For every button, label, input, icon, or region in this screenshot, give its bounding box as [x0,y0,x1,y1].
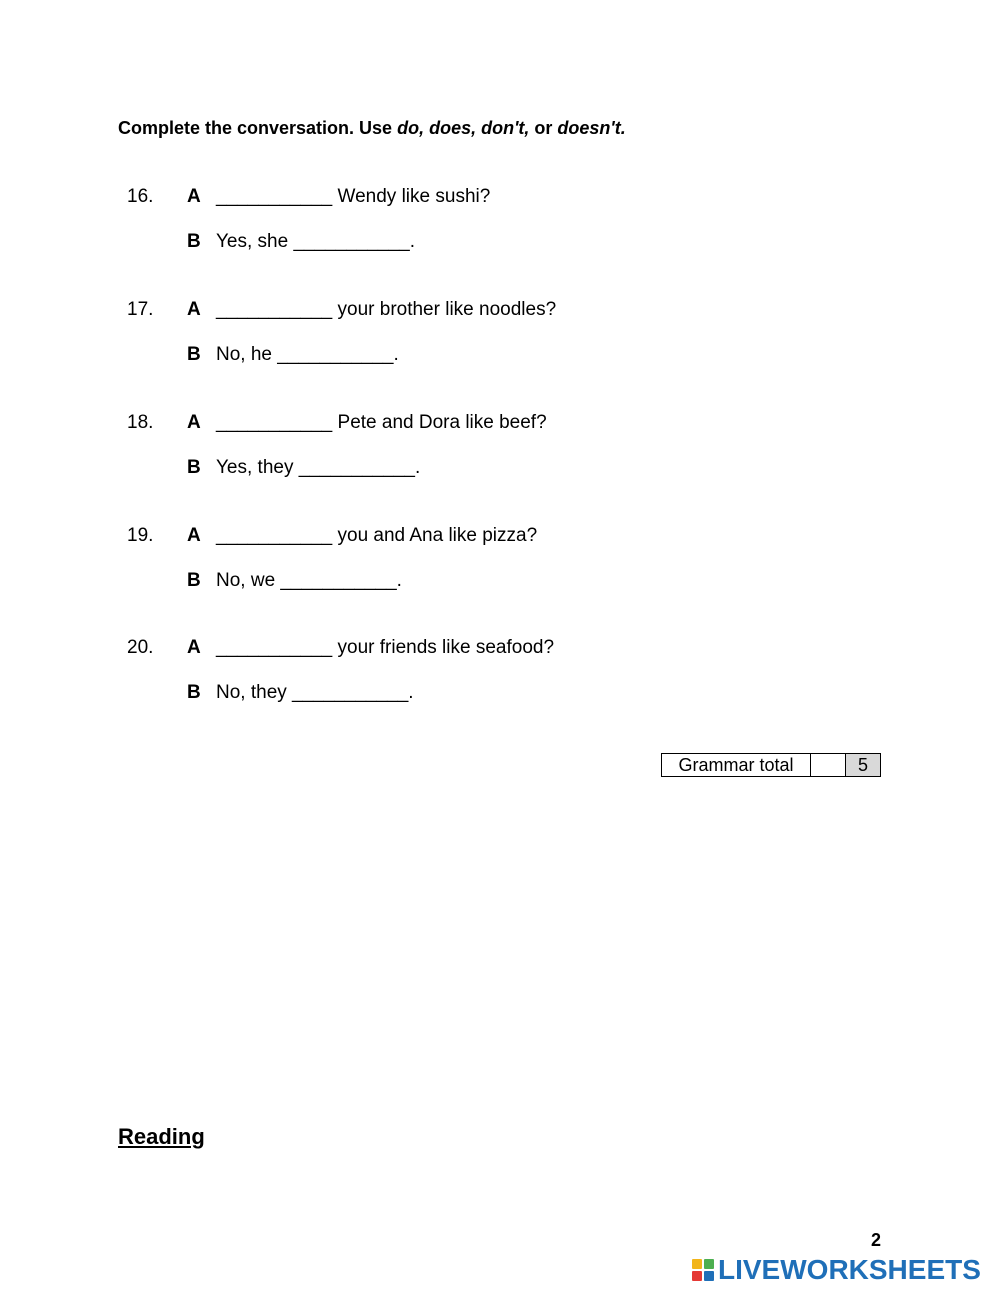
item-number: 17. [127,299,154,320]
instructions-lead: Complete the conversation. Use [118,118,398,138]
logo-block [692,1259,702,1269]
speaker-a: A [187,186,201,207]
item-number: 16. [127,186,154,207]
liveworksheets-logo [692,1254,981,1286]
logo-text: LIVEWORKSHEETS [718,1254,981,1285]
speaker-b: B [187,682,201,703]
speaker-b: B [187,231,201,252]
answer-text[interactable]: Yes, she ___________. [216,231,415,252]
grammar-total-max: 5 [846,754,881,777]
answer-text[interactable]: Yes, they ___________. [216,457,421,478]
logo-block [704,1271,714,1281]
speaker-a: A [187,299,201,320]
instructions-conj: or [534,118,553,138]
grammar-total-label: Grammar total [662,754,811,777]
item-number: 20. [127,637,154,658]
speaker-a: A [187,412,201,433]
page-number: 2 [871,1230,882,1250]
instructions-word-dont: don't, [481,118,530,138]
logo-block [704,1259,714,1269]
speaker-b: B [187,570,201,591]
item-number: 19. [127,525,154,546]
speaker-b: B [187,344,201,365]
speaker-a: A [187,525,201,546]
question-text[interactable]: ___________ Pete and Dora like beef? [216,412,547,433]
question-text[interactable]: ___________ your friends like seafood? [216,637,555,658]
speaker-a: A [187,637,201,658]
answer-text[interactable]: No, he ___________. [216,344,399,365]
answer-text[interactable]: No, they ___________. [216,682,414,703]
instructions [118,118,626,139]
answer-text[interactable]: No, we ___________. [216,570,402,591]
grammar-total-score-field[interactable] [811,754,846,777]
question-text[interactable]: ___________ Wendy like sushi? [216,186,491,207]
speaker-b: B [187,457,201,478]
question-text[interactable]: ___________ you and Ana like pizza? [216,525,538,546]
instructions-word-doesnt: doesn't. [557,118,626,138]
instructions-word-do: do, [397,118,425,138]
instructions-word-does: does, [429,118,477,138]
item-number: 18. [127,412,154,433]
reading-heading: Reading [118,1124,205,1149]
grammar-total-box [661,753,881,777]
logo-blocks-icon [692,1259,714,1281]
logo-block [692,1271,702,1281]
question-text[interactable]: ___________ your brother like noodles? [216,299,557,320]
